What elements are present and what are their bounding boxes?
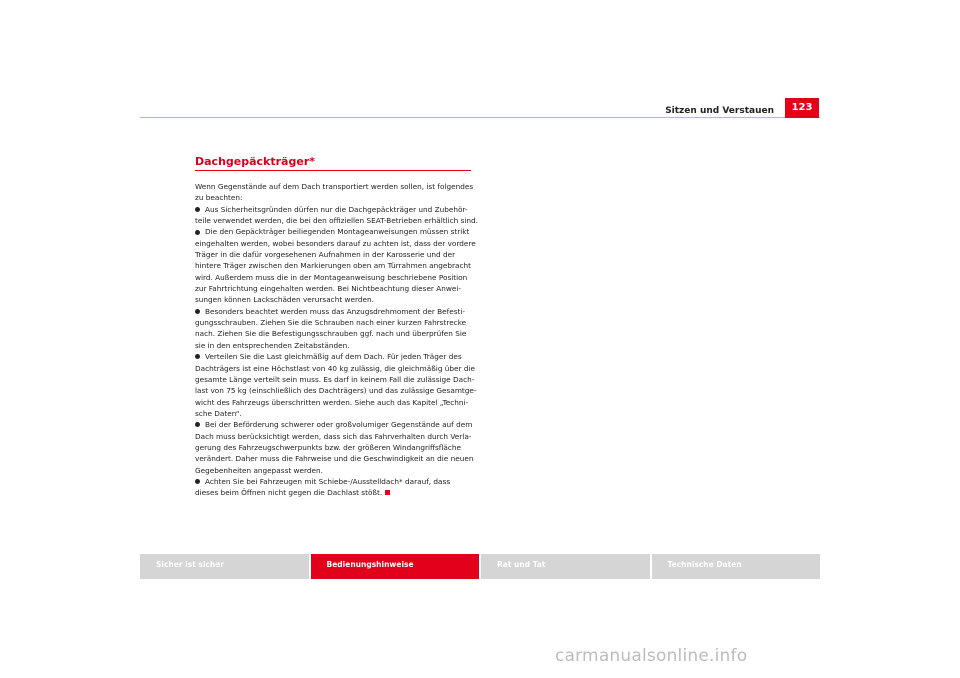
footer-tab-rat-und-tat[interactable]: Rat und Tat [481,554,650,579]
bullet-icon [195,309,200,314]
section-title-rule [195,170,471,171]
footer-tab-bedienungshinweise[interactable]: Bedienungshinweise [311,554,480,579]
intro-line: zu beachten: [195,193,243,203]
bullet-line-text: Achten Sie bei Fahrzeugen mit Schiebe-/Ausstelldach* darauf, dass [205,476,451,486]
bullet-icon [195,230,200,235]
bullet-item [195,476,495,487]
bullet-line-text-last [195,487,495,498]
bullet-item [195,226,495,237]
bullet-item [195,419,495,430]
bullet-line-text: Träger in die dafür vorgesehenen Aufnahmen in der Karosserie und der [195,250,456,260]
bullet-icon [195,479,200,484]
section-title: Dachgepäckträger* [195,155,315,168]
page-header-title: Sitzen und Verstauen [665,106,774,116]
section-body [195,181,495,499]
bullet-line-text: sie in den entsprechenden Zeitabständen. [195,340,350,350]
bullet-line-text: wicht des Fahrzeugs überschritten werden. Siehe auch das Kapitel „Techni- [195,397,469,407]
bullet-line-text: gesamte Länge verteilt sein muss. Es darf in keinem Fall die zulässige Dach- [195,374,475,384]
section-end-marker-icon [385,490,390,495]
bullet-item [195,204,495,215]
bullet-line-text: eingehalten werden, wobei besonders darauf zu achten ist, dass der vordere [195,238,476,248]
bullet-line-text: zur Fahrtrichtung eingehalten werden. Bei Nichtbeachtung dieser Anwei- [195,284,461,294]
bullet-icon [195,422,200,427]
page-number-badge: 123 [785,98,819,118]
bullet-line-text: Bei der Beförderung schwerer oder großvolumiger Gegenstände auf dem [205,420,473,430]
bullet-line-text: nach. Ziehen Sie die Befestigungsschrauben ggf. nach und überprüfen Sie [195,329,467,339]
bullet-line-text: Dach muss berücksichtigt werden, dass sich das Fahrverhalten durch Verla- [195,431,472,441]
footer-tab-technische-daten[interactable]: Technische Daten [652,554,821,579]
bullet-item [195,306,495,317]
bullet-line-text: Verteilen Sie die Last gleichmäßig auf dem Dach. Für jeden Träger des [205,352,462,362]
bullet-line-text: Aus Sicherheitsgründen dürfen nur die Dachgepäckträger und Zubehör- [205,204,468,214]
watermark: carmanualsonline.info [555,646,748,666]
intro-line: Wenn Gegenstände auf dem Dach transportiert werden sollen, ist folgendes [195,182,474,191]
bullet-line-text: wird. Außerdem muss die in der Montageanweisung beschriebene Position [195,272,468,282]
bullet-line-text: sche Daten“. [195,408,242,418]
bullet-icon [195,354,200,359]
bullet-line-text: Dachträgers ist eine Höchstlast von 40 kg zulässig, die gleichmäßig über die [195,363,476,373]
bullet-line-text: verändert. Daher muss die Fahrweise und die Geschwindigkeit an die neuen [195,454,474,464]
bullet-line-text: last von 75 kg (einschließlich des Dachträgers) und das zulässige Gesamtge- [195,386,477,396]
bullet-line-text: hintere Träger zwischen den Markierungen oben am Türrahmen angebracht [195,261,471,271]
bullet-item [195,351,495,362]
footer-nav [140,554,820,579]
bullet-line-text: Die den Gepäckträger beiliegenden Montageanweisungen müssen strikt [205,227,470,237]
bullet-line-text: Gegebenheiten angepasst werden. [195,465,323,475]
footer-tab-sicher-ist-sicher[interactable]: Sicher ist sicher [140,554,309,579]
bullet-line-text: gerung des Fahrzeugschwerpunkts bzw. der größeren Windangriffsfläche [195,442,461,452]
bullet-line-text: sungen können Lackschäden verursacht werden. [195,295,374,305]
bullet-line-text: Besonders beachtet werden muss das Anzugsdrehmoment der Befesti- [205,306,466,316]
bullet-line-text: teile verwendet werden, die bei den offiziellen SEAT-Betrieben erhältlich sind. [195,216,478,226]
bullet-line-text: dieses beim Öffnen nicht gegen die Dachlast stößt. [195,488,383,498]
bullet-icon [195,207,200,212]
bullet-line-text: gungsschrauben. Ziehen Sie die Schrauben nach einer kurzen Fahrstrecke [195,318,467,328]
header-rule [140,117,820,118]
